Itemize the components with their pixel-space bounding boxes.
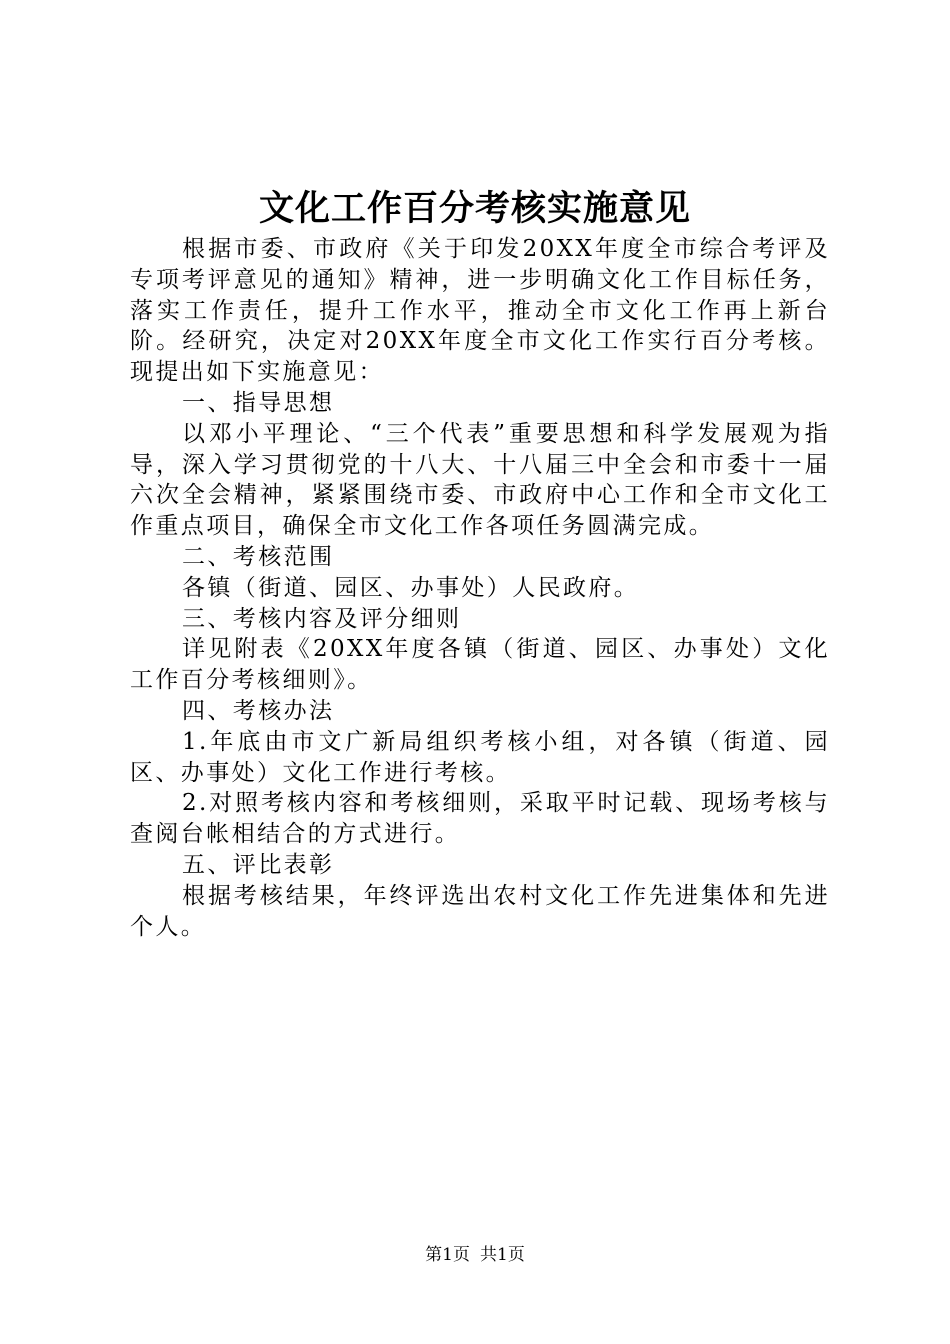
guiding-thought-paragraph: 以邓小平理论、“三个代表”重要思想和科学发展观为指导，深入学习贯彻党的十八大、十八届三中全会和市委十一届六次全会精神，紧紧围绕市委、市政府中心工作和全市文化工作重点项目，确保全市文化工作各项任务圆满完成。: [130, 420, 830, 540]
document-title: 文化工作百分考核实施意见: [258, 188, 691, 229]
section-heading-scope: 二、考核范围: [182, 543, 335, 570]
section-heading-method: 四、考核办法: [182, 697, 335, 724]
content-paragraph: 详见附表《20XX年度各镇（街道、园区、办事处）文化工作百分考核细则》。: [130, 636, 830, 694]
page-total: 共1页: [480, 1245, 525, 1265]
section-heading-content: 三、考核内容及评分细则: [182, 605, 462, 632]
page-number: 第1页: [425, 1245, 470, 1265]
scope-paragraph: 各镇（街道、园区、办事处）人民政府。: [182, 574, 640, 601]
section-heading-guiding-thought: 一、指导思想: [182, 389, 335, 416]
intro-paragraph: 根据市委、市政府《关于印发20XX年度全市综合考评及专项考评意见的通知》精神，进一步明确文化工作目标任务，落实工作责任，提升工作水平，推动全市文化工作再上新台阶。经研究，决定对20XX年度全市文化工作实行百分考核。现提出如下实施意见：: [130, 236, 830, 386]
method-item-1: 1.年底由市文广新局组织考核小组，对各镇（街道、园区、办事处）文化工作进行考核。: [130, 728, 830, 786]
awards-paragraph: 根据考核结果，年终评选出农村文化工作先进集体和先进个人。: [130, 882, 830, 940]
section-heading-awards: 五、评比表彰: [182, 851, 335, 878]
page-footer: [0, 1244, 950, 1266]
document-body: [130, 234, 830, 942]
method-item-2: 2.对照考核内容和考核细则，采取平时记载、现场考核与查阅台帐相结合的方式进行。: [130, 790, 830, 848]
